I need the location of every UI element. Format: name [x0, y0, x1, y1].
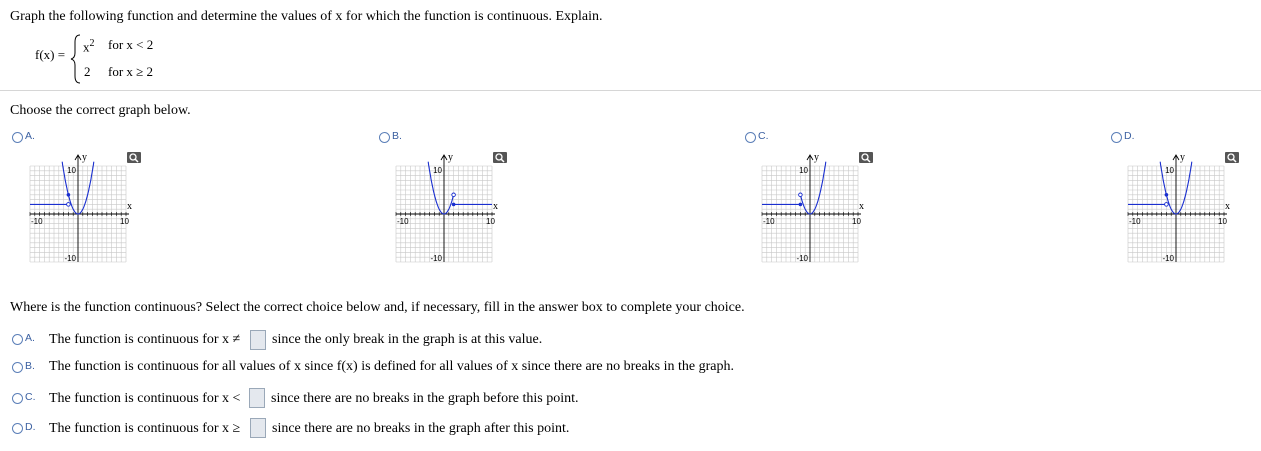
option-letter: C. [758, 130, 769, 142]
tick-label-bottom: -10 [64, 254, 76, 263]
option-text-after: since the only break in the graph is at this value. [272, 332, 543, 347]
option-text: The function is continuous for all values of x since f(x) is defined for all values of x since there are no breaks in the graph. [49, 359, 735, 374]
tick-label-left: -10 [763, 217, 775, 226]
tick-label-left: -10 [31, 217, 43, 226]
tick-label-top: 10 [67, 166, 76, 175]
x-axis-label: x [493, 201, 498, 212]
question-prompt: Graph the following function and determine the values of x for which the function is continuous. Explain. [10, 9, 603, 24]
option-text-before: The function is continuous for x ≥ [49, 421, 241, 436]
answer-box-c[interactable] [249, 388, 265, 408]
graph-plot [1128, 152, 1228, 262]
radio-graph-d[interactable] [1111, 132, 1122, 143]
y-axis-label: y [814, 152, 819, 163]
piece1-exponent: 2 [89, 38, 95, 49]
tick-label-left: -10 [1129, 217, 1141, 226]
tick-label-top: 10 [1165, 166, 1174, 175]
tick-label-right: 10 [1218, 217, 1227, 226]
option-letter: B. [392, 130, 402, 142]
fx-label: f(x) = [35, 47, 66, 62]
tick-label-right: 10 [486, 217, 495, 226]
radio-a[interactable] [12, 334, 23, 345]
tick-label-bottom: -10 [796, 254, 808, 263]
option-text-before: The function is continuous for x < [49, 391, 241, 406]
radio-c[interactable] [12, 393, 23, 404]
graph-plot [396, 152, 496, 262]
tick-label-top: 10 [799, 166, 808, 175]
tick-label-right: 10 [852, 217, 861, 226]
tick-label-bottom: -10 [430, 254, 442, 263]
piece1-expr: x [83, 39, 90, 55]
tick-label-left: -10 [397, 217, 409, 226]
graph-prompt: Choose the correct graph below. [10, 103, 191, 118]
continuity-prompt: Where is the function continuous? Select the correct choice below and, if necessary, fill in the answer box to complete your choice. [10, 300, 745, 315]
piece1-condition: for x < 2 [108, 37, 154, 52]
divider [0, 90, 1261, 91]
option-letter: A. [25, 332, 35, 344]
option-letter: D. [1124, 130, 1135, 142]
graph-plot [762, 152, 862, 262]
tick-label-top: 10 [433, 166, 442, 175]
option-text-after: since there are no breaks in the graph after this point. [272, 421, 570, 436]
radio-b[interactable] [12, 362, 23, 373]
radio-d[interactable] [12, 423, 23, 434]
option-text-after: since there are no breaks in the graph before this point. [271, 391, 579, 406]
radio-graph-b[interactable] [379, 132, 390, 143]
x-axis-label: x [1225, 201, 1230, 212]
x-axis-label: x [859, 201, 864, 212]
option-text-before: The function is continuous for x ≠ [49, 332, 241, 347]
radio-graph-c[interactable] [745, 132, 756, 143]
option-letter: D. [25, 421, 36, 433]
answer-box-d[interactable] [250, 418, 266, 438]
radio-graph-a[interactable] [12, 132, 23, 143]
piece2-expr: 2 [84, 64, 91, 79]
option-letter: A. [25, 130, 35, 142]
piece1 [83, 38, 95, 55]
option-letter: C. [25, 391, 36, 403]
left-brace-icon [70, 34, 82, 84]
y-axis-label: y [1180, 152, 1185, 163]
y-axis-label: y [82, 152, 87, 163]
answer-box-a[interactable] [250, 330, 266, 350]
tick-label-right: 10 [120, 217, 129, 226]
x-axis-label: x [127, 201, 132, 212]
graph-plot [30, 152, 130, 262]
piece2-condition: for x ≥ 2 [108, 64, 154, 79]
tick-label-bottom: -10 [1162, 254, 1174, 263]
y-axis-label: y [448, 152, 453, 163]
option-letter: B. [25, 360, 35, 372]
